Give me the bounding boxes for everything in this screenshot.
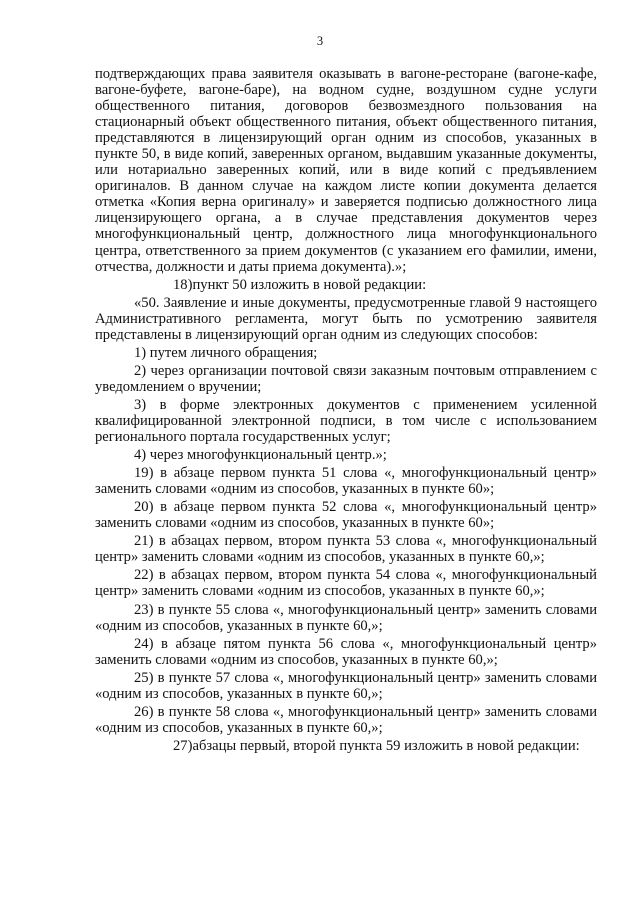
paragraph-item-21: 21) в абзацах первом, втором пункта 53 слова «, многофункциональный центр» заменить словами «одним из способов, указанных в пункте 60,»; (95, 533, 597, 566)
document-body (95, 66, 597, 754)
item-number: 27) (173, 737, 193, 754)
page-number: 3 (316, 34, 324, 48)
paragraph-item-24: 24) в абзаце пятом пункта 56 слова «, многофункциональный центр» заменить словами «одним из способов, указанных в пункте 60,»; (95, 635, 597, 668)
paragraph-item-18 (95, 277, 597, 293)
paragraph-item-27 (95, 738, 597, 754)
paragraph-point-50: «50. Заявление и иные документы, предусмотренные главой 9 настоящего Административного регламента, могут быть по усмотрению заявителя представлены в лицензирующий орган одним из следующих способов: (95, 294, 597, 343)
paragraph-subitem-2: 2) через организации почтовой связи заказным почтовым отправлением с уведомлением о вручении; (95, 362, 597, 395)
paragraph-item-25: 25) в пункте 57 слова «, многофункциональный центр» заменить словами «одним из способов, указанных в пункте 60,»; (95, 669, 597, 702)
paragraph-item-19: 19) в абзаце первом пункта 51 слова «, многофункциональный центр» заменить словами «одним из способов, указанных в пункте 60»; (95, 465, 597, 498)
paragraph-subitem-4: 4) через многофункциональный центр.»; (134, 447, 387, 464)
paragraph-subitem-1: 1) путем личного обращения; (134, 344, 318, 361)
paragraph-item-20: 20) в абзаце первом пункта 52 слова «, многофункциональный центр» заменить словами «одним из способов, указанных в пункте 60»; (95, 499, 597, 532)
paragraph-item-26: 26) в пункте 58 слова «, многофункциональный центр» заменить словами «одним из способов, указанных в пункте 60,»; (95, 703, 597, 736)
paragraph-subitem-3: 3) в форме электронных документов с применением усиленной квалифицированной электронной подписи, в том числе с использованием регионального портала государственных услуг; (95, 396, 597, 446)
paragraph-continuation: подтверждающих права заявителя оказывать в вагоне-ресторане (вагоне-кафе, вагоне-буфете, вагоне-баре), на водном судне, воздушном судне услуги общественного питания, договоров безвозмездного пользования на стационарный объект общественного питания, объект общественного питания, представляются в лицензирующий орган одним из способов, указанных в пункте 50, в виде копий, заверенных органом, выдавшим указанные документы, или нотариально заверенных копий, или в виде копий с предъявлением оригиналов. В данном случае на каждом листе копии документа делается отметка «Копия верна оригиналу» и заверяется подписью должностного лица лицензирующего органа, а в случае представления документов через многофункциональный центр, должностного лица многофункционального центра, ответственного за прием документов (с указанием его фамилии, имени, отчества, должности и даты приема документа).»; (95, 66, 597, 275)
paragraph-item-22: 22) в абзацах первом, втором пункта 54 слова «, многофункциональный центр» заменить словами «одним из способов, указанных в пункте 60,»; (95, 567, 597, 600)
paragraph-item-23: 23) в пункте 55 слова «, многофункциональный центр» заменить словами «одним из способов, указанных в пункте 60,»; (95, 601, 597, 634)
item-text: абзацы первый, второй пункта 59 изложить в новой редакции: (192, 737, 580, 754)
item-number: 18) (173, 276, 193, 293)
item-text: пункт 50 изложить в новой редакции: (192, 276, 427, 293)
